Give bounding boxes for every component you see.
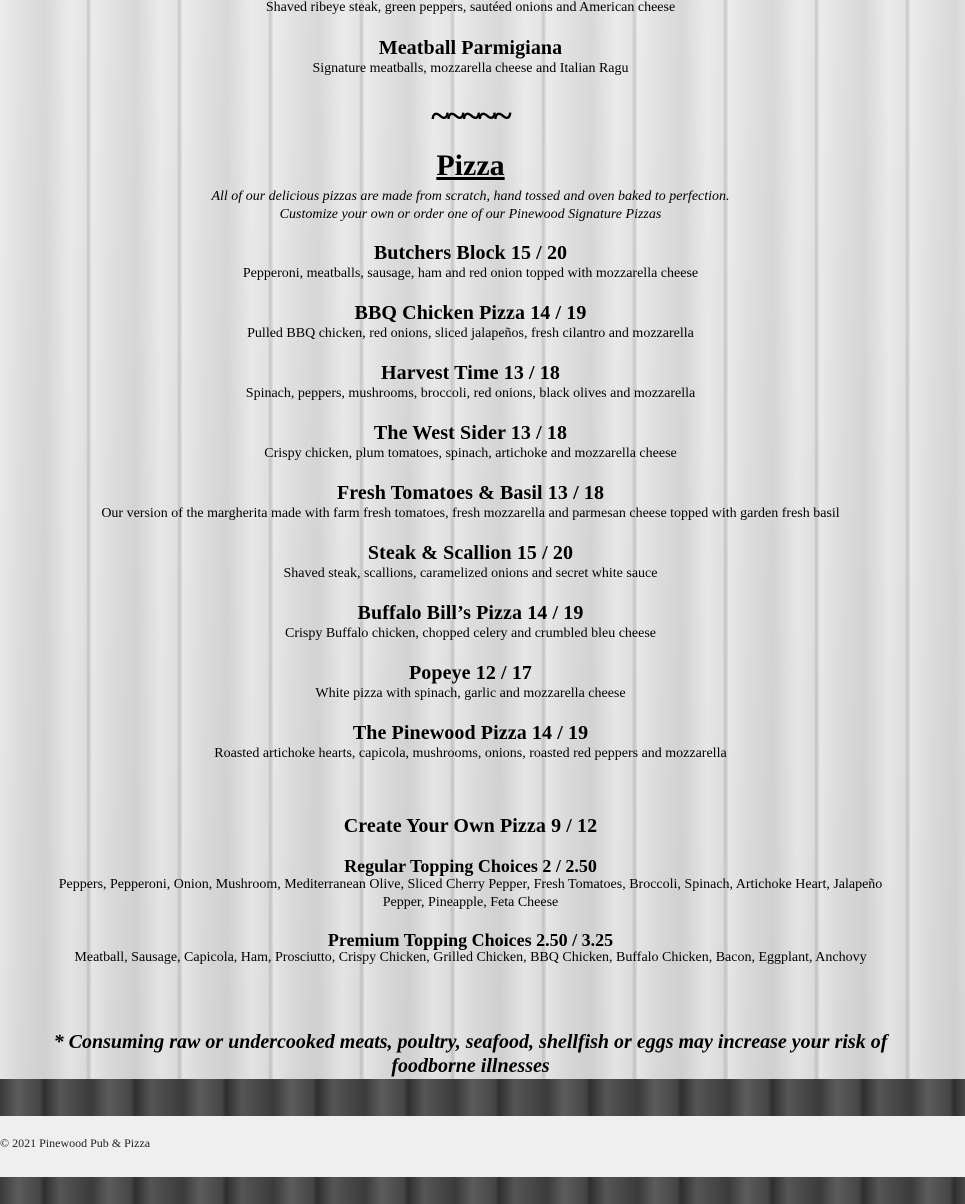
pizza-item-title: Buffalo Bill’s Pizza 14 / 19 [357, 602, 584, 624]
pizza-item-description: Pulled BBQ chicken, red onions, sliced jalapeños, fresh cilantro and mozzarella [247, 326, 694, 341]
menu-item-description: Signature meatballs, mozzarella cheese and Italian Ragu [312, 61, 629, 76]
pizza-intro-line-1: All of our delicious pizzas are made from scratch, hand tossed and oven baked to perfection. [211, 189, 730, 204]
food-safety-disclaimer: * Consuming raw or undercooked meats, poultry, seafood, shellfish or eggs may increase your risk of foodborne illnesses [53, 1031, 888, 1077]
regular-toppings-title: Regular Topping Choices 2 / 2.50 [344, 856, 597, 876]
section-divider: ~~~~~ [431, 98, 510, 135]
pizza-item-title: Butchers Block 15 / 20 [373, 242, 568, 264]
premium-toppings-title: Premium Topping Choices 2.50 / 3.25 [327, 930, 614, 950]
pizza-item-title: BBQ Chicken Pizza 14 / 19 [354, 302, 587, 324]
pizza-item-description: White pizza with spinach, garlic and mozzarella cheese [315, 686, 626, 701]
pizza-item-title: The West Sider 13 / 18 [373, 422, 568, 444]
regular-toppings-list: Peppers, Pepperoni, Onion, Mushroom, Mediterranean Olive, Sliced Cherry Pepper, Fresh Tomatoes, Broccoli, Spinach, Artichoke Heart, Jalapeño Pepper, Pineapple, Feta Cheese [58, 877, 883, 910]
premium-toppings-list: Meatball, Sausage, Capicola, Ham, Prosciutto, Crispy Chicken, Grilled Chicken, BBQ Chicken, Buffalo Chicken, Bacon, Eggplant, Anchovy [74, 950, 867, 965]
pizza-item-description: Spinach, peppers, mushrooms, broccoli, red onions, black olives and mozzarella [245, 386, 696, 401]
copyright-text: © 2021 Pinewood Pub & Pizza [0, 1136, 151, 1150]
pizza-item-title: Popeye 12 / 17 [408, 662, 533, 684]
pizza-item-description: Roasted artichoke hearts, capicola, mushrooms, onions, roasted red peppers and mozzarella [214, 746, 727, 761]
pizza-item-title: Fresh Tomatoes & Basil 13 / 18 [336, 482, 605, 504]
pizza-item-description: Shaved steak, scallions, caramelized onions and secret white sauce [283, 566, 658, 581]
pizza-item-description: Crispy Buffalo chicken, chopped celery and crumbled bleu cheese [285, 626, 656, 641]
pizza-item-title: Harvest Time 13 / 18 [380, 362, 561, 384]
pizza-item-title: Steak & Scallion 15 / 20 [367, 542, 574, 564]
pizza-item-description: Our version of the margherita made with farm fresh tomatoes, fresh mozzarella and parmesan cheese topped with garden fresh basil [101, 506, 840, 521]
pizza-item-description: Pepperoni, meatballs, sausage, ham and red onion topped with mozzarella cheese [242, 266, 699, 281]
section-heading-pizza: Pizza [436, 149, 505, 182]
previous-item-description: Shaved ribeye steak, green peppers, sautéed onions and American cheese [265, 0, 676, 15]
pizza-intro-line-2: Customize your own or order one of our Pinewood Signature Pizzas [279, 207, 662, 222]
pizza-item-title: The Pinewood Pizza 14 / 19 [352, 722, 589, 744]
menu-item-title: Meatball Parmigiana [378, 37, 563, 59]
pizza-item-description: Crispy chicken, plum tomatoes, spinach, artichoke and mozzarella cheese [264, 446, 677, 461]
create-your-own-title: Create Your Own Pizza 9 / 12 [343, 815, 598, 837]
